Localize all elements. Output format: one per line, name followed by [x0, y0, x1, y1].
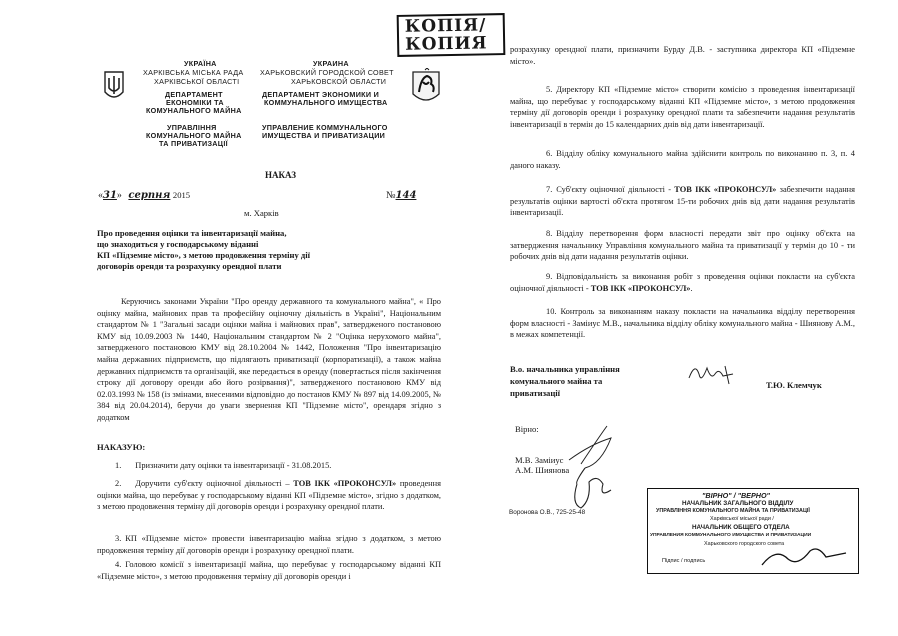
item-4-text: Головою комісії з інвентаризації майна, що перебуває у господарському віданні КП «Підземне місто», з метою продовження терміну дії договорів оренди і	[97, 560, 441, 581]
item-6	[510, 148, 855, 171]
preamble: Керуючись законами України "Про оренду державного та комунального майна", « Про оцінку майна, майнових прав та професійну оціночну діяльність в Україні", Національним стандартом № 1 "Загальні засади оцінки майна і майнових прав", затвердженого постановою КМУ від 10.09.2003 № 1440, Національним стандартом № 2 "Оцінка нерухомого майна", затвердженого постановою КМУ від 28.10.2004 № 1442, Положення "Про інвентаризацію майна державних підприємств, що підлягають приватизації (корпоратизації), а також майна державних підприємств та організацій, яке передається в оренду (повертається після закінчення строку дії договору оренди або його розірвання)", затвердженого постановою КМУ від 02.03.1993 № 158 (із змінами, внесеними відповідно до постанов КМУ № 897 від 14.09.2005, № 384 від 20.04.2014), беручи до уваги звернення КП "Підземне місто", орендаря згідно з додатком	[97, 297, 441, 422]
order-heading: НАКАЗУЮ:	[97, 442, 146, 452]
copy-stamp-line2: КОПИЯ	[404, 33, 488, 55]
subject-line-1: Про проведення оцінки та інвентаризації майна,	[97, 228, 287, 238]
seal-line-3: УПРАВЛІННЯ КОМУНАЛЬНОГО МАЙНА ТА ПРИВАТИЗАЦІЇ	[656, 508, 810, 514]
director-signature	[685, 360, 745, 390]
item-7-text-after: забезпечити надання результатів оцінки вартості об'єкта протягом 15-ти робочих днів від дати надання результатів інвентаризації.	[510, 185, 856, 218]
verified-name-2: А.М. Шиянова	[515, 465, 570, 475]
item-7-text-before: Суб'єкту оціночної діяльності -	[556, 185, 675, 194]
item-8-num: 8.	[546, 229, 553, 238]
header-ru-country: УКРАИНА	[313, 59, 349, 68]
item-9	[510, 271, 855, 294]
subject-line-4: договорів оренди та розрахунку орендної плати	[97, 261, 282, 271]
item-7	[510, 184, 855, 219]
signatory-role-1: В.о. начальника управління	[510, 364, 620, 374]
header-ru-dept2: КОММУНАЛЬНОГО ИМУЩЕСТВА	[264, 98, 388, 107]
item-8	[510, 228, 855, 263]
seal-line-8: Підпис / подпись	[662, 558, 706, 564]
seal-line-7: Харьковского городского совета	[704, 541, 785, 547]
item-2-text-bold: ТОВ ІКК «ПРОКОНСУЛ»	[293, 479, 397, 488]
order-number	[386, 190, 416, 201]
item-10-num: 10.	[546, 307, 557, 316]
order-city: м. Харків	[244, 208, 279, 218]
signatory-role-2: комунального майна та	[510, 376, 603, 386]
header-ua-dept3: КОМУНАЛЬНОГО МАЙНА	[146, 106, 242, 115]
item-8-text: Відділу перетворення форм власності передати звіт про оцінку об'єкта на затвердження начальнику Управління комунального майна та приватизації у термін до 10 - ти робочих днів від дати надання результатів оцінки.	[510, 229, 855, 262]
order-title: НАКАЗ	[265, 170, 297, 180]
right-page	[449, 0, 898, 636]
seal-line-2: НАЧАЛЬНИК ЗАГАЛЬНОГО ВІДДІЛУ	[682, 500, 794, 507]
header-ua-mgmt1: УПРАВЛІННЯ	[167, 123, 217, 132]
item-9-num: 9.	[546, 272, 553, 281]
verification-signatures	[561, 424, 625, 514]
seal-line-5: НАЧАЛЬНИК ОБЩЕГО ОТДЕЛА	[692, 524, 790, 531]
verified-label: Вірно:	[515, 424, 539, 434]
header-ua-country: УКРАЇНА	[184, 59, 217, 68]
header-ua-dept2: ЕКОНОМІКИ ТА	[166, 98, 224, 107]
item-4	[97, 559, 441, 582]
item-10	[510, 306, 855, 341]
signatory-name: Т.Ю. Клемчук	[766, 380, 822, 390]
seal-line-1: "ВІРНО" / "ВЕРНО"	[702, 491, 770, 500]
item-10-text: Контроль за виконанням наказу покласти на начальника відділу перетворення форм власності - Заміиус М.В., начальника відділу обліку комунального майна - Шиянову А.М., в межах компетенції.	[510, 307, 855, 340]
order-number-prefix: №	[386, 190, 396, 201]
item-9-text-after: .	[690, 283, 693, 293]
item-3-num: 3.	[115, 534, 122, 543]
header-ru-mgmt1: УПРАВЛЕНИЕ КОММУНАЛЬНОГО	[262, 123, 388, 132]
item-6-num: 6.	[546, 149, 553, 158]
item-5-text: Директору КП «Підземне місто» створити комісію з проведення інвентаризації майна, що перебуває у господарському віданні КП «Підземне місто», з метою продовження терміну дії договорів оренди і розрахунку орендної плати та забезпечити надання результатів інвентаризації в термін до 15 календарних днів від дати інвентаризації.	[510, 85, 855, 129]
item-1-text: Призначити дату оцінки та інвентаризації - 31.08.2015.	[135, 461, 332, 470]
signatory-role-3: приватизації	[510, 388, 561, 398]
executor-note: Воронова О.В., 725-25-48	[509, 509, 586, 516]
item-2	[97, 478, 441, 513]
item-4-num: 4.	[115, 560, 122, 569]
subject-line-3: КП «Підземне місто», з метою продовження терміну дії	[97, 250, 311, 260]
header-ru-mgmt2: ИМУЩЕСТВА И ПРИВАТИЗАЦИИ	[262, 131, 386, 140]
item-9-text-before: Відповідальність за виконання робіт з проведення оцінки покласти на суб'єкта оціночної діяльності -	[510, 272, 855, 293]
order-number-value: 144	[395, 190, 417, 201]
item-3-text: КП «Підземне місто» провести інвентаризацію майна згідно з додатком, з метою продовження терміну дії договорів оренди і розрахунку орендної плати.	[97, 534, 441, 555]
copy-stamp-line1: КОПІЯ/	[404, 15, 487, 37]
kharkiv-coat-of-arms-icon	[411, 68, 441, 106]
seal-line-6: УПРАВЛЕНИЯ КОММУНАЛЬНОГО ИМУЩЕСТВА И ПРИВАТИЗАЦИИ	[650, 533, 812, 538]
order-month: серпня	[128, 190, 171, 201]
header-ru-dept1: ДЕПАРТАМЕНТ ЭКОНОМИКИ И	[262, 90, 380, 99]
seal-line-4: Харківської міської ради /	[710, 516, 774, 522]
item-7-num: 7.	[546, 185, 553, 194]
item-3	[97, 533, 441, 556]
item-2-text-before: Доручити суб'єкту оціночної діяльності –	[135, 479, 294, 488]
item-2-num: 2.	[115, 479, 122, 488]
item-2-text-after: проведення оцінки майна, що перебуває у господарському віданні КП «Підземне місто», згідно з додатком, з метою продовження терміну дії договорів оренди і розрахунку орендної плати.	[97, 479, 441, 512]
header-ua-region: ХАРКІВСЬКОЇ ОБЛАСТІ	[154, 77, 240, 86]
seal-signature	[758, 541, 850, 571]
order-day: 31	[103, 190, 117, 201]
item-1-num: 1.	[115, 461, 122, 470]
certification-seal	[647, 488, 859, 574]
item-7-text-bold: ТОВ ІКК «ПРОКОНСУЛ»	[674, 185, 777, 194]
header-ru-council: ХАРЬКОВСКИЙ ГОРОДСКОЙ СОВЕТ	[260, 68, 394, 77]
item-6-text: Відділу обліку комунального майна здійснити контроль по виконанню п. 3, п. 4 даного наказу.	[510, 149, 855, 170]
item-9-text-bold: ТОВ ІКК «ПРОКОНСУЛ»	[590, 283, 691, 293]
item-1	[97, 460, 441, 472]
verified-name-1: М.В. Заміиус	[515, 455, 564, 465]
order-date: «31» серпня 2015	[98, 190, 191, 201]
order-year: 2015	[172, 190, 191, 200]
subject-line-2: що знаходиться у господарському віданні	[97, 239, 259, 249]
header-ua-mgmt2: КОМУНАЛЬНОГО МАЙНА	[146, 131, 242, 140]
item-5-num: 5.	[546, 85, 553, 94]
header-ua-dept1: ДЕПАРТАМЕНТ	[165, 90, 223, 99]
trident-emblem-icon	[103, 70, 125, 102]
header-ua-council: ХАРКІВСЬКА МІСЬКА РАДА	[143, 68, 244, 77]
header-ru-region: ХАРЬКОВСКОЙ ОБЛАСТИ	[291, 77, 387, 86]
header-ua-mgmt3: ТА ПРИВАТИЗАЦІЇ	[159, 139, 228, 148]
item-5	[510, 84, 855, 130]
item-4-continued: розрахунку орендної плати, призначити Бурду Д.В. - заступника директора КП «Підземне місто».	[510, 45, 855, 66]
